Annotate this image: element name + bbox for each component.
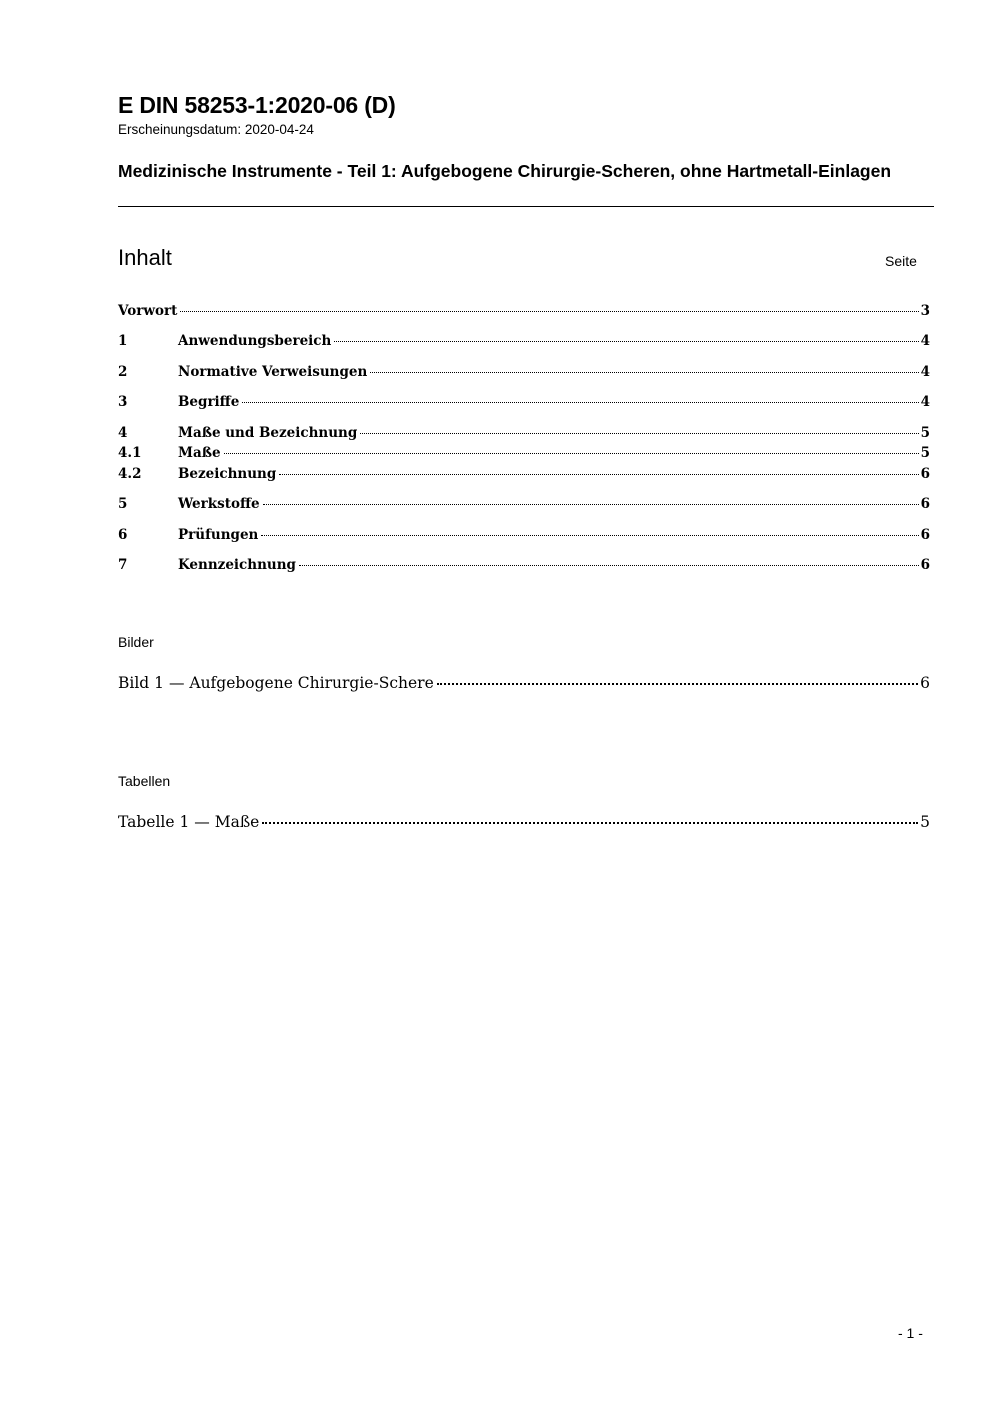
table-entry-text: Tabelle 1 — Maße (118, 813, 260, 831)
toc-entry-number: 3 (118, 394, 128, 410)
toc-leader-dots (180, 311, 918, 312)
toc-entry-page: 4 (920, 394, 930, 410)
page-column-label: Seite (885, 253, 917, 269)
toc-entry-text: Kennzeichnung (178, 557, 296, 573)
toc-entry-number: 1 (118, 333, 128, 349)
toc-entry-6[interactable] (118, 527, 930, 545)
table-entry-1[interactable] (118, 813, 930, 831)
toc-entry-text: Anwendungsbereich (178, 333, 332, 349)
toc-entry-text: Werkstoffe (178, 496, 260, 512)
tables-section-label: Tabellen (118, 773, 171, 789)
toc-entry-page: 5 (920, 445, 930, 461)
toc-entry-text: Maße (178, 445, 221, 461)
header-divider (118, 206, 934, 207)
toc-entry-page: 6 (920, 527, 930, 543)
toc-entry-text: Normative Verweisungen (178, 364, 368, 380)
toc-entry-4-2[interactable] (118, 466, 930, 484)
toc-entry-page: 4 (920, 333, 930, 349)
toc-entry-text: Prüfungen (178, 527, 259, 543)
toc-entry-page: 4 (920, 364, 930, 380)
table-leader-dots (262, 822, 918, 824)
figure-entry-text: Bild 1 — Aufgebogene Chirurgie-Schere (118, 674, 434, 692)
toc-entry-4[interactable] (118, 425, 930, 443)
toc-entry-text: Vorwort (118, 303, 178, 319)
toc-leader-dots (334, 341, 918, 342)
document-title: E DIN 58253-1:2020-06 (D) (118, 92, 396, 118)
toc-heading: Inhalt (118, 245, 172, 270)
toc-entry-2[interactable] (118, 364, 930, 382)
toc-entry-page: 6 (920, 557, 930, 573)
toc-entry-vorwort[interactable] (118, 303, 930, 321)
figures-section-label: Bilder (118, 634, 154, 650)
toc-entry-5[interactable] (118, 496, 930, 514)
toc-leader-dots (242, 402, 918, 403)
toc-entry-number: 4.2 (118, 466, 142, 482)
toc-leader-dots (279, 474, 918, 475)
page-number: - 1 - (898, 1325, 923, 1341)
toc-entry-page: 3 (920, 303, 930, 319)
toc-entry-page: 5 (920, 425, 930, 441)
toc-entry-7[interactable] (118, 557, 930, 575)
toc-entry-page: 6 (920, 466, 930, 482)
publication-date: Erscheinungsdatum: 2020-04-24 (118, 122, 314, 137)
table-entry-page: 5 (920, 813, 930, 831)
toc-entry-number: 4 (118, 425, 128, 441)
toc-entry-number: 7 (118, 557, 128, 573)
toc-entry-page: 6 (920, 496, 930, 512)
toc-entry-3[interactable] (118, 394, 930, 412)
toc-entry-4-1[interactable] (118, 445, 930, 463)
toc-entry-number: 5 (118, 496, 128, 512)
toc-leader-dots (263, 504, 919, 505)
toc-leader-dots (370, 372, 918, 373)
figure-entry-page: 6 (920, 674, 930, 692)
toc-leader-dots (360, 433, 918, 434)
toc-leader-dots (224, 453, 919, 454)
figure-entry-1[interactable] (118, 674, 930, 692)
toc-leader-dots (299, 565, 919, 566)
toc-entry-text: Begriffe (178, 394, 240, 410)
toc-entry-text: Maße und Bezeichnung (178, 425, 358, 441)
toc-leader-dots (261, 535, 918, 536)
document-subtitle: Medizinische Instrumente - Teil 1: Aufgebogene Chirurgie-Scheren, ohne Hartmetall-Einlagen (118, 161, 892, 181)
toc-entry-number: 2 (118, 364, 128, 380)
figure-leader-dots (437, 683, 918, 685)
toc-entry-1[interactable] (118, 333, 930, 351)
toc-entry-number: 4.1 (118, 445, 142, 461)
toc-entry-text: Bezeichnung (178, 466, 277, 482)
toc-entry-number: 6 (118, 527, 128, 543)
